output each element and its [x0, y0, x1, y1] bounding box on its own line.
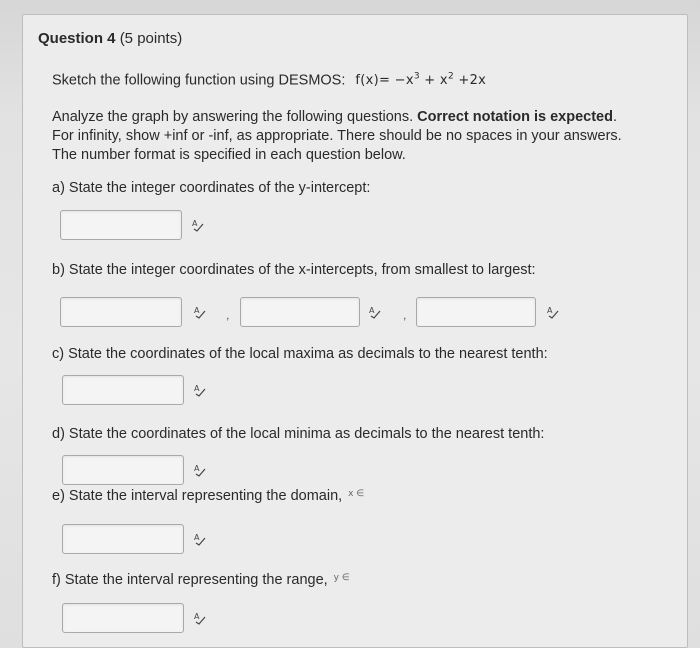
svg-text:A: A: [194, 384, 200, 393]
prompt-text: Sketch the following function using DESMOS:: [52, 72, 346, 89]
function-exponent-3: 3: [413, 72, 420, 82]
local-maxima-input[interactable]: [62, 375, 184, 405]
instructions-bold: Correct notation is expected: [417, 109, 613, 125]
spellcheck-icon[interactable]: [193, 305, 207, 319]
part-b-label: b) State the integer coordinates of the x-intercepts, from smallest to largest:: [52, 262, 536, 278]
svg-text:A: A: [194, 533, 200, 542]
comma-separator: ,: [403, 308, 407, 322]
spellcheck-icon[interactable]: [193, 611, 207, 625]
part-c-label: c) State the coordinates of the local maxima as decimals to the nearest tenth:: [52, 346, 548, 362]
spellcheck-icon[interactable]: [546, 305, 560, 319]
function-exponent-2: 2: [447, 72, 454, 82]
spellcheck-icon[interactable]: [193, 532, 207, 546]
comma-separator: ,: [226, 308, 230, 322]
function-mid: + x: [419, 73, 448, 89]
question-prompt: [52, 72, 486, 88]
range-input[interactable]: [62, 603, 184, 633]
part-e-text: e) State the interval representing the domain,: [52, 488, 343, 504]
spellcheck-icon[interactable]: [191, 218, 205, 232]
spellcheck-icon[interactable]: [368, 305, 382, 319]
function-expression: [355, 73, 486, 88]
instructions-part2: . For infinity, show +inf or -inf, as appropriate. There should be no spaces in your answers. The number format is specified in each question below.: [52, 109, 622, 163]
svg-text:A: A: [192, 219, 198, 228]
part-d-label: d) State the coordinates of the local minima as decimals to the nearest tenth:: [52, 426, 545, 442]
part-e-label: [52, 488, 364, 504]
function-suffix: +2x: [453, 73, 487, 89]
svg-text:A: A: [194, 612, 200, 621]
domain-input[interactable]: [62, 524, 184, 554]
part-f-label: [52, 572, 350, 588]
svg-text:A: A: [194, 306, 200, 315]
part-a-label: a) State the integer coordinates of the y-intercept:: [52, 180, 371, 196]
spellcheck-icon[interactable]: [193, 383, 207, 397]
local-minima-input[interactable]: [62, 455, 184, 485]
x-intercept-input-2[interactable]: [240, 297, 360, 327]
x-intercept-input-1[interactable]: [60, 297, 182, 327]
x-intercept-input-3[interactable]: [416, 297, 536, 327]
instructions-part1: Analyze the graph by answering the following questions.: [52, 109, 418, 125]
y-element-of-symbol: y ∈: [333, 573, 350, 583]
svg-text:A: A: [547, 306, 553, 315]
function-prefix: f(x)= −x: [355, 73, 414, 89]
question-header: [38, 30, 182, 47]
x-element-of-symbol: x ∈: [348, 489, 365, 499]
svg-text:A: A: [369, 306, 375, 315]
question-title: Question 4: [38, 30, 116, 47]
instructions: [52, 108, 642, 165]
y-intercept-input[interactable]: [60, 210, 182, 240]
spellcheck-icon[interactable]: [193, 463, 207, 477]
question-points: (5 points): [119, 30, 183, 47]
part-f-text: f) State the interval representing the range,: [52, 572, 328, 588]
svg-text:A: A: [194, 464, 200, 473]
